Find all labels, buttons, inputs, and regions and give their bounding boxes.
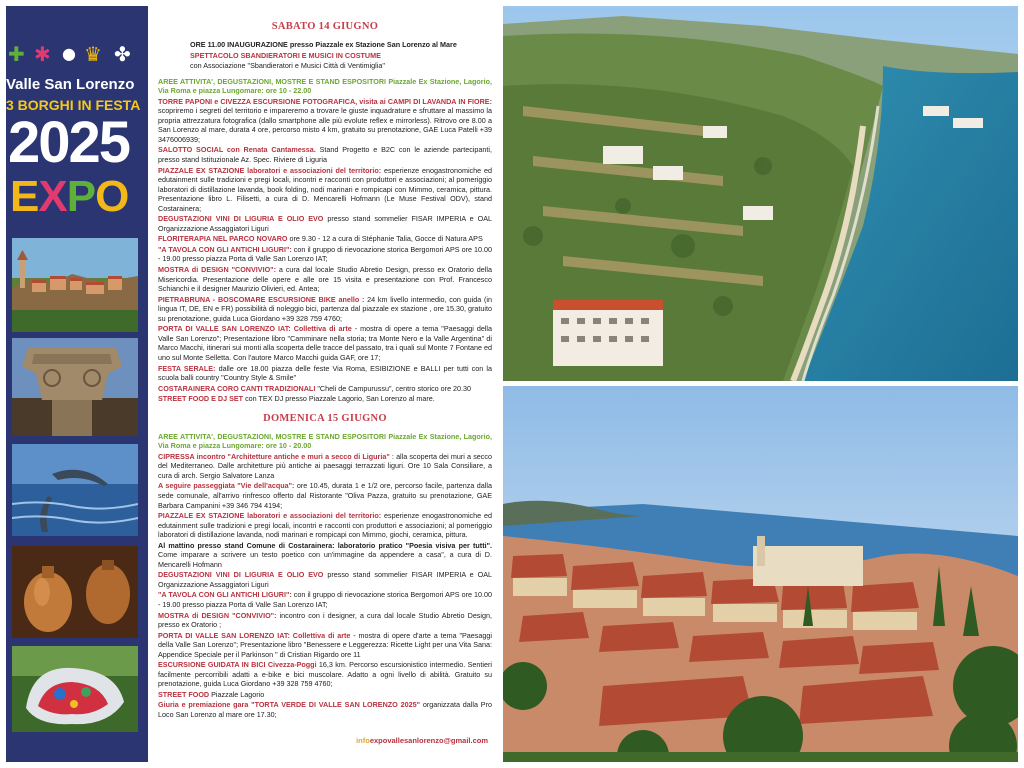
program-item-head: DEGUSTAZIONI VINI DI LIGURIA E OLIO EVO <box>158 214 324 224</box>
coastal-aerial-photo <box>503 6 1018 381</box>
program-item <box>158 364 492 383</box>
program-item-body: organizzata dalla Pro Loco San Lorenzo al mare ore 17.30; <box>158 700 492 719</box>
poster-place-name: Valle San Lorenzo <box>6 76 135 93</box>
program-item <box>158 394 492 404</box>
event-program <box>158 18 492 760</box>
program-item-head: PIETRABRUNA - BOSCOMARE ESCURSIONE BIKE anello : <box>158 294 365 304</box>
amphorae-tile-image <box>12 546 138 638</box>
program-item-body: ore 10.45, durata 1 e 1/2 ore, percorso facile, partenza dalla sede comunale, all'arrivo rinfresco offerto dal Ristorante "Oliva Pazza, gratuito su prenotazione, GAE Barbara Campanini +39 346 794 4194; <box>158 481 492 510</box>
flag-wavers-association: con Associazione "Sbandieratori e Musici Città di Ventimiglia" <box>190 61 385 71</box>
puzzle-piece-icon: ✚ <box>8 42 25 66</box>
village-tile-image <box>12 238 138 332</box>
program-item-body: presso stand sommelier FISAR IMPERIA e OAL Organizzazione Assaggiatori Liguri <box>158 570 492 589</box>
program-item-head: PIAZZALE EX STAZIONE laboratori e associazioni del territorio: <box>158 511 382 521</box>
inauguration-block <box>158 40 492 71</box>
program-item-body: : alla scoperta dei muri a secco del Mediterraneo. Dalle architetture più antiche ai paesaggi terrazzati liguri. Ore 10 Sala Consiliare, a cura di arch. Sergio Salvatore Lanza <box>158 451 492 480</box>
program-item <box>158 570 492 589</box>
program-item-body: esperienze enogastronomiche ed edutainment sulle tradizioni e pregi locali, incontri e racconti con produttori e associazioni; al pomeriggio laboratori di distillazione lavanda, nodi marinari e rompicapi con Mimmo, giochi, ceramica, pittura. <box>158 511 492 540</box>
program-item-body: Piazzale Lagorio <box>209 689 265 699</box>
program-item-head: PORTA DI VALLE SAN LORENZO IAT: Collettiva di arte <box>158 630 351 640</box>
program-item-head: AREE ATTIVITA', DEGUSTAZIONI, MOSTRE E STAND ESPOSITORI Piazzale Ex Stazione, Lagorio, Via Roma e piazza Lungomare: ore 10 - 22.00 <box>158 76 492 96</box>
program-item <box>158 611 492 630</box>
program-item <box>158 700 492 719</box>
poster-year: 2025 <box>8 110 130 175</box>
program-item <box>158 384 492 394</box>
program-item <box>158 295 492 324</box>
program-item-body: 16,3 km. Percorso escursionistico intermedio. Sentieri facilmente percorribili adatti a e-bike e bici muscolare. Adatto a ogni livello di abilità. Gratuito su prenotazione, guida Luca Giordano +39 328 759 4760; <box>158 660 492 689</box>
program-item-head: FLORITERAPIA NEL PARCO NOVARO <box>158 234 288 244</box>
program-item-body: Stand Progetto e B2C con le aziende partecipanti, presso stand Istituzionale Az. Spec. Riviere di Liguria <box>158 145 492 165</box>
program-item <box>158 166 492 214</box>
expo-letter: E <box>10 172 39 221</box>
program-item <box>158 481 492 510</box>
village-rooftops-sea-photo <box>503 386 1018 762</box>
mosaic-sculpture-tile-image <box>12 646 138 732</box>
program-item-body: - mostra di opere a tema "Paesaggi della Valle San Lorenzo"; Presentazione libro "Camminare nella storia; tra Monte Nero e la Valle Argentina" di Marco Macchi, itinerari sui monti alla scoperta delle tracce del passato, tra i quali sul Monte 7 Fontane ed uno sul Monte Selletta. Con l'autore Marco Macchi guida GAF, ore 17; <box>158 324 492 362</box>
event-poster <box>6 6 148 762</box>
program-item-head: MOSTRA di DESIGN "CONVIVIO": <box>158 610 277 620</box>
program-item-head: MOSTRA di DESIGN "CONVIVIO": <box>158 265 276 275</box>
expo-letter: O <box>95 172 129 221</box>
program-item <box>158 324 492 362</box>
inauguration-line: ORE 11.00 INAUGURAZIONE presso Piazzale ex Stazione San Lorenzo al Mare <box>190 40 457 49</box>
program-item-head: PORTA DI VALLE SAN LORENZO IAT: Collettiva di arte <box>158 324 352 334</box>
program-item-head: Giuria e premiazione gara "TORTA VERDE DI VALLE SAN LORENZO 2025" <box>158 700 420 710</box>
program-item-body: dalle ore 18.00 piazza delle feste Via Roma, ESIBIZIONE e BALLI per tutti con la scuola balli country "Country Style & Smile" <box>158 363 492 383</box>
poster-expo-word <box>10 172 148 222</box>
program-item <box>158 234 492 244</box>
expo-letter: X <box>38 172 67 221</box>
program-item <box>158 245 492 264</box>
program-item-body: esperienze enogastronomiche ed edutainment sulle tradizioni e pregi locali, incontri e racconti con produttori e associazioni; al pomeriggio laboratori di distillazione lavanda, book folding, nodi marinari e rompicapi con Mimmo, ceramica, pittura. Presentazione libro L. Filisetti, a cura di D. Mencarelli Hofmann (Le Muse Festival ODV), stand Costarainera; <box>158 165 492 213</box>
program-item-head: Al mattino presso stand Comune di Costarainera: laboratorio pratico "Poesia visiva per tutti". <box>158 540 492 550</box>
program-item <box>158 631 492 660</box>
program-item-head: SALOTTO SOCIAL con Renata Cantamessa. <box>158 145 316 155</box>
program-item-head: PIAZZALE EX STAZIONE laboratori e associazioni del territorio: <box>158 165 382 175</box>
program-item-head: "A TAVOLA CON GLI ANTICHI LIGURI": <box>158 590 292 600</box>
program-item-head: COSTARAINERA CORO CANTI TRADIZIONALI <box>158 383 316 393</box>
program-item <box>158 97 492 145</box>
program-item-head: FESTA SERALE: <box>158 363 216 373</box>
program-item-head: A seguire passeggiata "Vie dell'acqua": <box>158 481 295 491</box>
program-item-body: presso stand sommelier FISAR IMPERIA e OAL Organizzazione Assaggiatori Liguri <box>158 214 492 233</box>
day-title-saturday: SABATO 14 GIUGNO <box>271 21 379 32</box>
program-item-body: 24 km livello intermedio, con guida (in lingua IT, DE, EN e FR) possibilità di noleggio bici, partenza dal piazzale ex stazione , ore 15.30, gratuito su prenotazione, guida Luca Giordano +39 328 759 4760; <box>158 294 492 323</box>
email-address: expovallesanlorenzo@gmail.com <box>369 736 488 746</box>
contact-email[interactable] <box>356 736 488 746</box>
program-item <box>158 214 492 233</box>
program-item <box>158 690 492 700</box>
puzzle-piece-icon: ✱ <box>34 42 51 66</box>
program-item-head: AREE ATTIVITA', DEGUSTAZIONI, MOSTRE E STAND ESPOSITORI Piazzale Ex Stazione, Lagorio, Via Roma e piazza Lungomare: ore 10 - 20.00 <box>158 431 492 451</box>
program-item <box>158 511 492 540</box>
puzzle-piece-icon: ✤ <box>114 42 131 66</box>
program-item <box>158 660 492 689</box>
flag-wavers-line: SPETTACOLO SBANDIERATORI E MUSICI IN COSTUME <box>190 50 381 60</box>
program-item-body: ore 9.30 - 12 a cura di Stéphanie Talia, Gocce di Natura APS <box>287 234 483 244</box>
expo-letter: P <box>66 172 96 221</box>
program-item-body: Come imparare a scrivere un testo poetico con un'immagine da appendere a casa", a cura di D. Mencarelli Hofmann <box>158 550 492 569</box>
program-item-head: CIPRESSA incontro "Architetture antiche e muri a secco di Liguria" <box>158 451 390 461</box>
logo-icons <box>6 42 148 70</box>
program-item-head: STREET FOOD E DJ SET <box>158 394 244 404</box>
email-prefix: info <box>356 736 370 746</box>
program-item-head: TORRE PAPONI e CIVEZZA ESCURSIONE FOTOGRAFICA, visita ai CAMPI DI LAVANDA IN FIORE: <box>158 96 492 106</box>
program-item-head: STREET FOOD <box>158 689 210 699</box>
program-item <box>158 452 492 481</box>
program-item <box>158 590 492 609</box>
program-item-head: "A TAVOLA CON GLI ANTICHI LIGURI": <box>158 244 292 254</box>
program-item-head: ESCURSIONE GUIDATA IN BICI Civezza-Poggi <box>158 660 317 670</box>
program-item-body: incontro con i designer, a cura dal locale Studio Abretio Design, presso ex Oratorio ; <box>158 610 492 630</box>
dolphins-tile-image <box>12 444 138 536</box>
program-item <box>158 145 492 164</box>
program-item-body: scopriremo i segreti del territorio e impareremo a trovare le giuste inquadrature e sfruttare al massimo la propria attrezzatura fotografica (dallo smartphone alle più evolute reflex e mirrorless). Ritrovo ore 8.00 a San Lorenzo al mare, durata 4 ore, percorso misto 4 km, gratuito su prenotazione, GAE Luca Patelli +39 3476006939; <box>158 106 492 144</box>
program-item-body: a cura dal locale Studio Abretio Design, presso ex Oratorio della Misericordia. Presentazione delle opere e alle ore 15 visita e presentazione con Prof. Francesco Schianchi e il designer Maurizio Olivieri, ed. Antea; <box>158 265 492 294</box>
day-title-sunday: DOMENICA 15 GIUGNO <box>263 412 387 424</box>
carved-stone-tile-image <box>12 338 138 436</box>
program-item-body: "Cheli de Campurussu", centro storico ore 20.30 <box>315 383 472 393</box>
poster-subtitle: 3 BORGHI IN FESTA <box>6 97 141 113</box>
program-item <box>158 541 492 570</box>
crown-icon: ♛ <box>84 42 102 66</box>
program-item-body: con il gruppo di rievocazione storica Bergomori APS ore 10.00 - 19.00 presso piazza Porta di Valle San Lorenzo IAT; <box>158 244 492 264</box>
dot-icon: ● <box>62 44 76 63</box>
program-item-body: - mostra di opere d'arte a tema "Paesaggi della Valle San Lorenzo"; Presentazione libro "Benessere e Leggerezza: Ricette Light per una Vita Sana: Appendice Speciale per il Parkinson " di Cristian Rigardo ore 11 <box>158 630 492 659</box>
program-item-body: con il gruppo di rievocazione storica Bergomori APS ore 10.00 - 19.00 presso piazza Porta di Valle San Lorenzo IAT; <box>158 590 492 609</box>
program-item-head: DEGUSTAZIONI VINI DI LIGURIA E OLIO EVO <box>158 570 324 580</box>
program-item <box>158 265 492 294</box>
program-item-body: con TEX DJ presso Piazzale Lagorio, San Lorenzo al mare. <box>243 394 435 404</box>
